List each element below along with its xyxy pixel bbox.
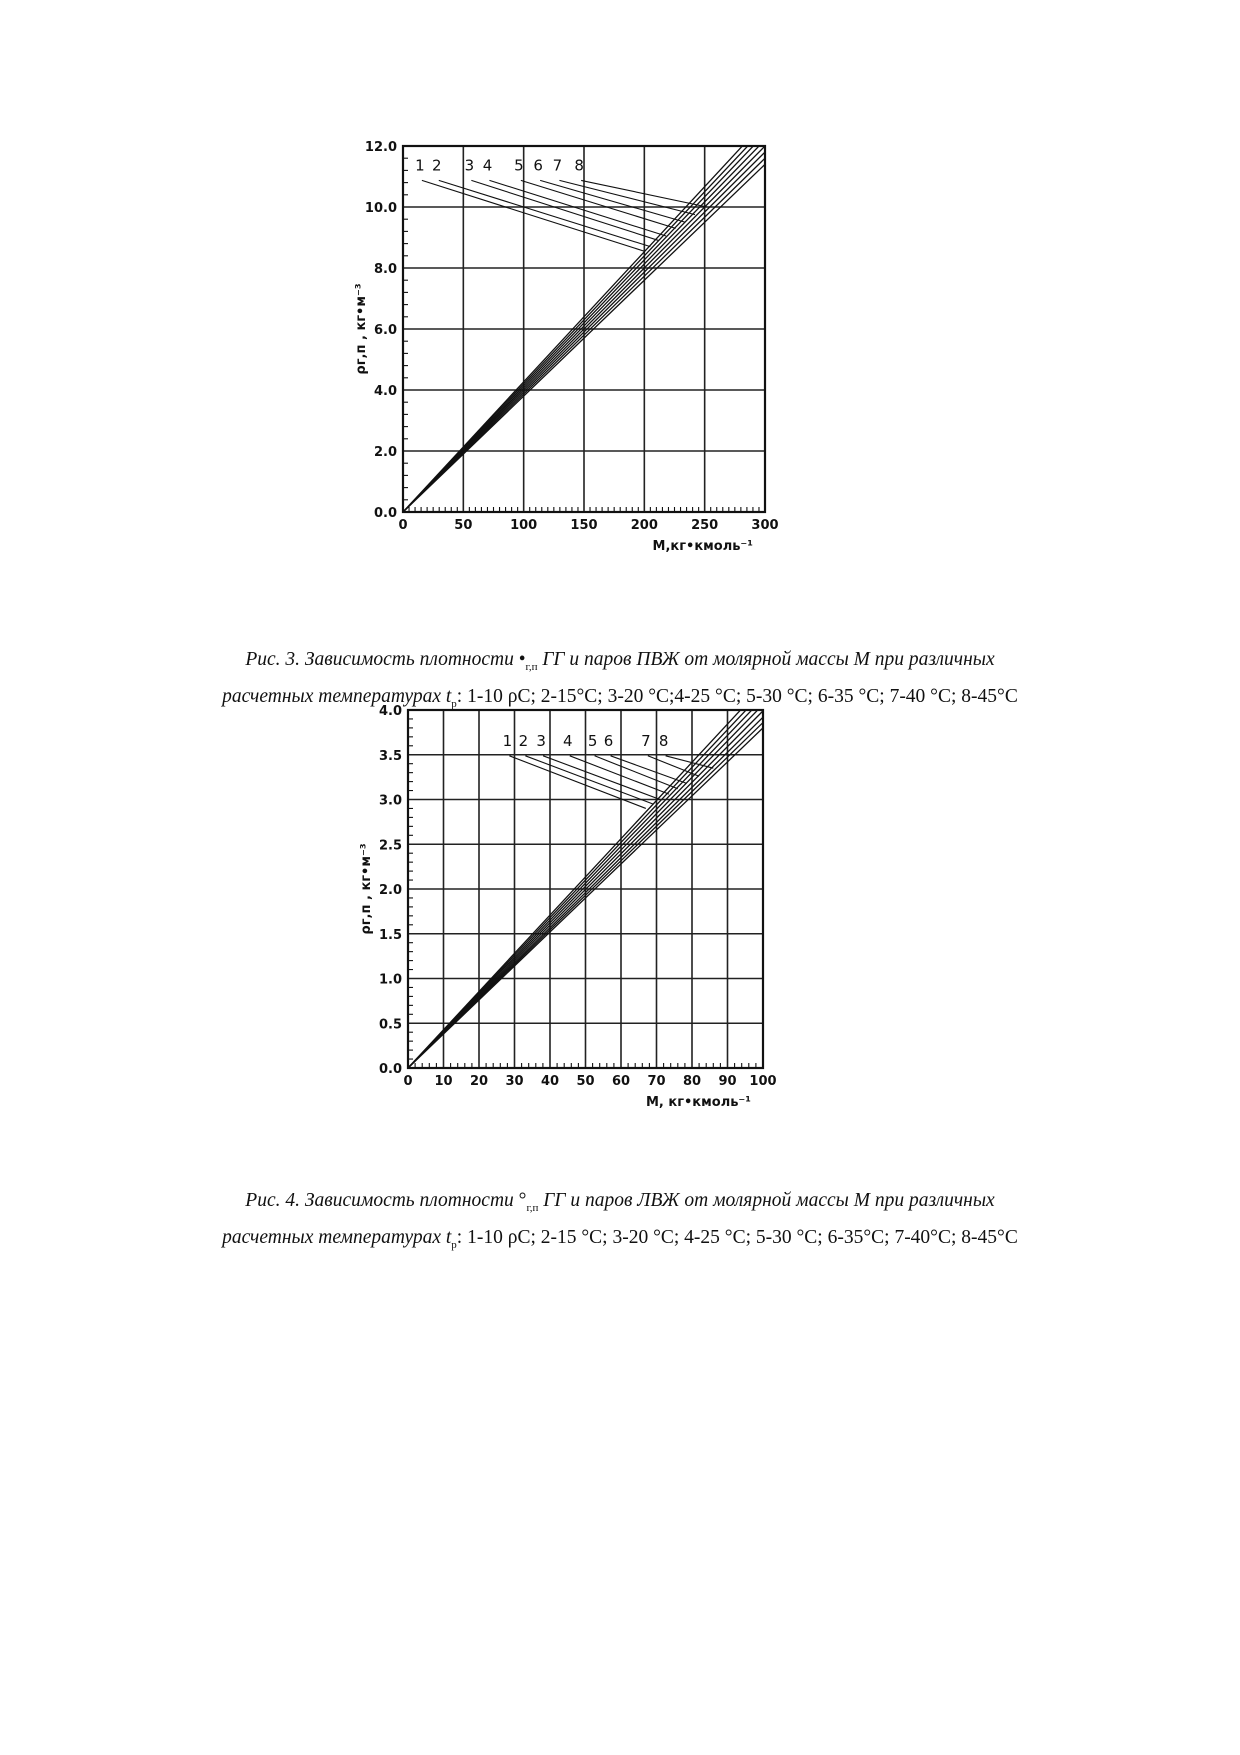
y-tick-label: 0.0	[373, 506, 397, 521]
y-tick-label: 0.5	[378, 1017, 402, 1033]
caption-suffix: ГГ и паров ПВЖ от молярной массы М при различных	[537, 649, 995, 670]
caption-prefix: расчетных температурах	[222, 685, 446, 707]
curve-leader-line	[422, 180, 644, 251]
y-axis-title: ρг,п , кг•м⁻³	[359, 843, 374, 935]
caption-prefix: Рис. 3. Зависимость плотности	[245, 649, 519, 670]
x-tick-label: 40	[540, 1074, 560, 1089]
x-tick-label: 150	[570, 518, 598, 533]
x-tick-label: 100	[510, 518, 538, 533]
x-tick-label: 0	[403, 1074, 413, 1089]
caption-line-1	[150, 1186, 1090, 1223]
curve-number-label: 4	[482, 156, 493, 175]
x-axis-title: М,кг•кмоль⁻¹	[652, 539, 753, 554]
x-tick-label: 100	[749, 1074, 777, 1089]
curve-number-label: 6	[533, 156, 543, 175]
density-chart-lvzh	[359, 704, 900, 1170]
temperature-symbol: t	[445, 1226, 452, 1248]
curve-leader-line	[543, 756, 660, 800]
curve-number-label: 3	[536, 731, 546, 750]
x-tick-label: 20	[469, 1074, 489, 1089]
x-tick-label: 80	[682, 1074, 702, 1089]
y-tick-label: 2.5	[378, 838, 402, 854]
y-tick-label: 12.0	[364, 140, 397, 155]
x-tick-label: 300	[751, 518, 779, 533]
y-tick-label: 1.5	[378, 927, 402, 943]
x-tick-label: 250	[691, 518, 719, 533]
curve-leader-line	[559, 180, 695, 214]
curve-number-label: 4	[562, 731, 573, 750]
x-axis-title: М, кг•кмоль⁻¹	[645, 1095, 751, 1110]
y-tick-label: 8.0	[373, 262, 397, 277]
y-axis-title: ρг,п , кг•м⁻³	[354, 283, 369, 375]
temperature-subscript: р	[451, 1238, 457, 1251]
x-tick-label: 200	[630, 518, 658, 533]
curve-leader-line	[595, 756, 678, 789]
curve-number-label: 2	[432, 156, 442, 175]
density-chart-pvzh	[354, 140, 900, 630]
curve-number-label: 3	[464, 156, 475, 175]
temperature-subscript: р	[451, 697, 457, 710]
x-tick-label: 50	[454, 518, 473, 533]
temperature-legend: : 1-10 ρС; 2-15 °С; 3-20 °С; 4-25 °С; 5-30 °С; 6-35°С; 7-40°С; 8-45°С	[456, 1226, 1018, 1248]
curve-leader-line	[489, 180, 666, 236]
curve-number-label: 8	[658, 731, 669, 750]
density-subscript: г,п	[526, 1201, 539, 1214]
y-tick-label: 4.0	[373, 384, 397, 399]
curve-number-label: 5	[514, 156, 524, 175]
x-tick-label: 70	[647, 1074, 666, 1089]
y-tick-label: 1.0	[378, 972, 402, 988]
y-tick-label: 0.0	[378, 1062, 402, 1077]
curve-number-label: 8	[574, 156, 584, 175]
x-tick-label: 10	[434, 1074, 453, 1089]
temperature-symbol: t	[445, 685, 452, 707]
y-tick-label: 2.0	[373, 445, 397, 460]
y-tick-label: 10.0	[364, 201, 397, 216]
y-tick-label: 3.0	[378, 793, 402, 809]
curve-number-label: 2	[518, 731, 529, 750]
x-tick-label: 90	[718, 1074, 737, 1089]
curve-leader-line	[471, 180, 658, 240]
curve-leader-line	[570, 756, 669, 794]
curve-number-label: 7	[552, 156, 563, 175]
caption-prefix: расчетных температурах	[222, 1226, 446, 1248]
y-tick-label: 3.5	[378, 748, 402, 764]
curve-number-label: 7	[641, 731, 651, 750]
curve-number-label: 6	[603, 731, 614, 750]
curve-leader-line	[611, 756, 687, 784]
x-tick-label: 30	[505, 1074, 524, 1089]
curve-number-label: 1	[502, 731, 513, 750]
density-symbol: °	[518, 1190, 527, 1211]
x-tick-label: 60	[611, 1074, 631, 1089]
caption-suffix: ГГ и паров ЛВЖ от молярной массы М при различных	[538, 1190, 995, 1211]
caption-line-1	[150, 645, 1090, 682]
curve-leader-line	[509, 756, 645, 809]
caption-prefix: Рис. 4. Зависимость плотности	[245, 1190, 519, 1211]
density-symbol: •	[518, 649, 526, 670]
x-tick-label: 50	[576, 1074, 595, 1089]
x-tick-label: 0	[398, 518, 408, 533]
y-tick-label: 6.0	[373, 323, 397, 338]
curve-number-label: 1	[415, 156, 425, 175]
y-tick-label: 4.0	[378, 704, 402, 719]
density-subscript: г,п	[525, 660, 538, 673]
curve-leader-line	[439, 180, 651, 246]
temperature-legend: : 1-10 ρС; 2-15°С; 3-20 °С;4-25 °С; 5-30 °С; 6-35 °С; 7-40 °С; 8-45°С	[456, 685, 1018, 707]
figure-4-caption	[150, 1186, 1090, 1260]
caption-line-2	[150, 1223, 1090, 1260]
curve-number-label: 5	[587, 731, 598, 750]
y-tick-label: 2.0	[378, 883, 402, 898]
